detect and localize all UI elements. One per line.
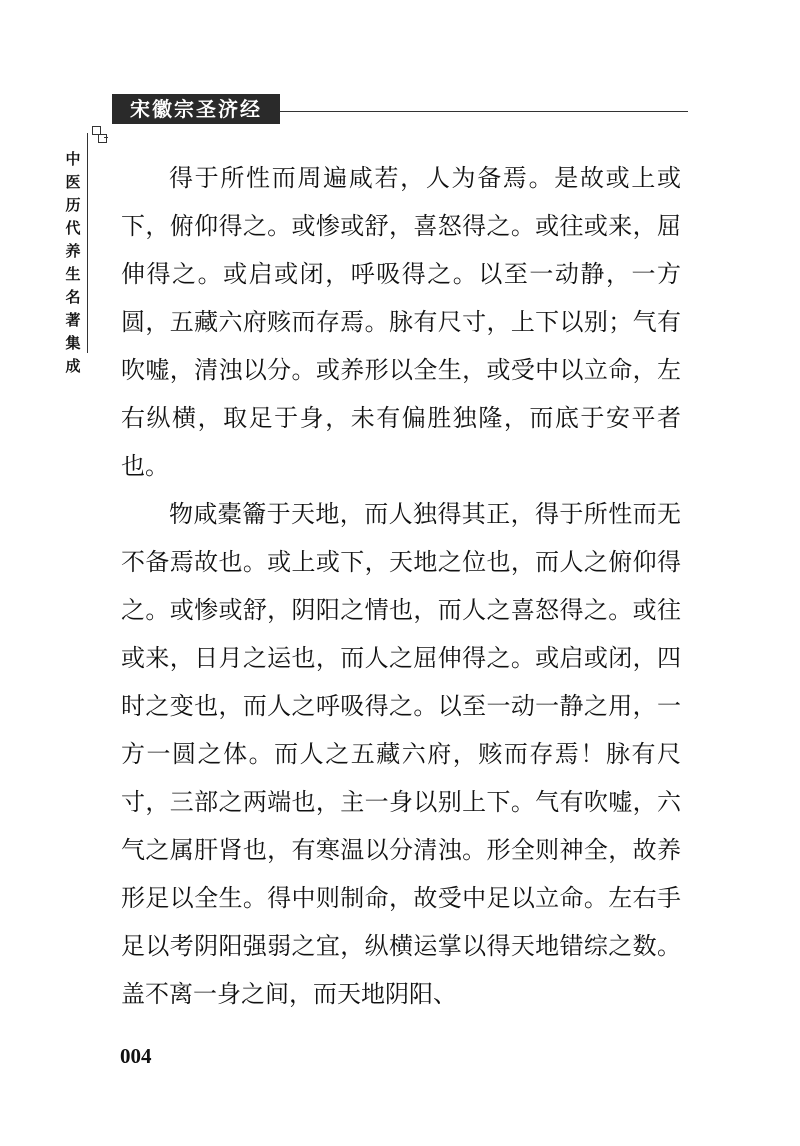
series-title-char: 养 <box>65 242 81 260</box>
series-title-char: 医 <box>65 173 81 191</box>
series-title-char: 生 <box>65 265 81 283</box>
header-rule <box>280 111 688 112</box>
series-title-char: 中 <box>65 150 81 168</box>
series-title-char: 著 <box>65 311 81 329</box>
series-title-char: 代 <box>65 219 81 237</box>
series-title-char: 成 <box>65 357 81 375</box>
body-text <box>121 154 681 1018</box>
book-title-banner <box>112 94 280 124</box>
series-title-char: 集 <box>65 334 81 352</box>
book-title: 宋徽宗圣济经 <box>130 97 262 121</box>
series-title-vertical <box>63 148 83 378</box>
series-title-char: 历 <box>65 196 81 214</box>
series-title-char: 名 <box>65 288 81 306</box>
side-rule <box>87 133 88 353</box>
page-number: 004 <box>120 1044 152 1068</box>
paragraph: 得于所性而周遍咸若，人为备焉。是故或上或下，俯仰得之。或惨或舒，喜怒得之。或往或来，屈伸得之。或启或闭，呼吸得之。以至一动静，一方圆，五藏六府赅而存焉。脉有尺寸，上下以别；气有吹嘘，清浊以分。或养形以全生，或受中以立命，左右纵横，取足于身，未有偏胜独隆，而底于安平者也。 <box>121 164 681 480</box>
corner-line-decoration <box>104 137 108 138</box>
corner-square-decoration <box>98 134 107 143</box>
paragraph: 物咸橐籥于天地，而人独得其正，得于所性而无不备焉故也。或上或下，天地之位也，而人之俯仰得之。或惨或舒，阴阳之情也，而人之喜怒得之。或往或来，日月之运也，而人之屈伸得之。或启或闭，四时之变也，而人之呼吸得之。以至一动一静之用，一方一圆之体。而人之五藏六府，赅而存焉！脉有尺寸，三部之两端也，主一身以别上下。气有吹嘘，六气之属肝肾也，有寒温以分清浊。形全则神全，故养形足以全生。得中则制命，故受中足以立命。左右手足以考阴阳强弱之宜，纵横运掌以得天地错综之数。盖不离一身之间，而天地阴阳、 <box>121 500 681 1008</box>
